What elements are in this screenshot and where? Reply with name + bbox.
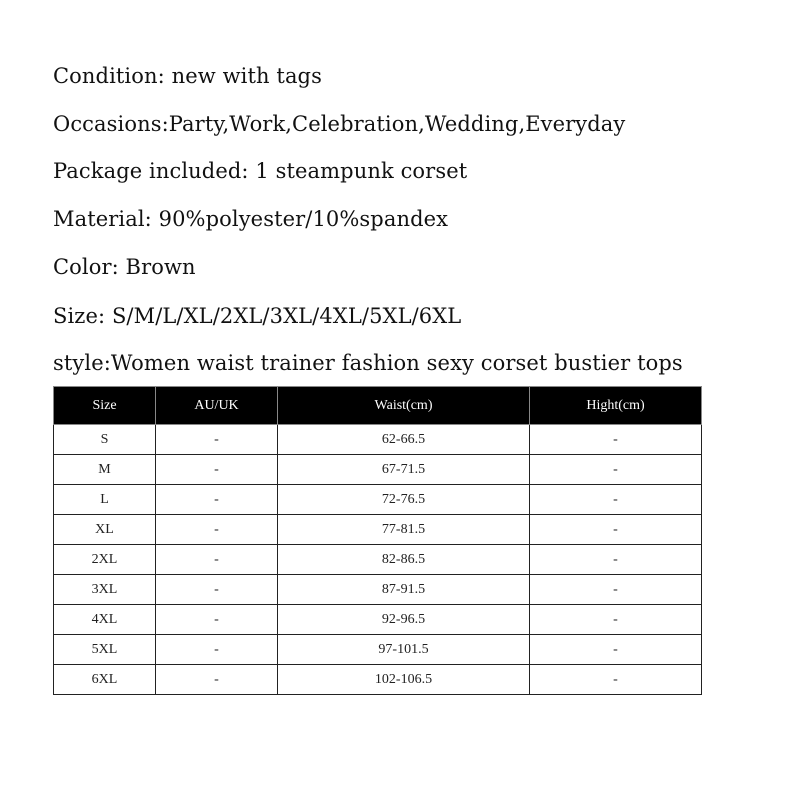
waist-cell: 82-86.5: [278, 545, 530, 575]
size-cell: XL: [54, 515, 156, 545]
waist-cell: 97-101.5: [278, 635, 530, 665]
au-uk-cell: -: [156, 455, 278, 485]
style-line: style:Women waist trainer fashion sexy corset bustier tops: [53, 351, 683, 375]
waist-cell: 62-66.5: [278, 425, 530, 455]
size-cell: L: [54, 485, 156, 515]
waist-cell: 67-71.5: [278, 455, 530, 485]
size-cell: M: [54, 455, 156, 485]
au-uk-cell: -: [156, 515, 278, 545]
table-row: [54, 515, 702, 545]
table-row: [54, 635, 702, 665]
au-uk-cell: -: [156, 575, 278, 605]
au-uk-cell: -: [156, 635, 278, 665]
package-line: Package included: 1 steampunk corset: [53, 159, 468, 183]
hight-cell: -: [530, 575, 702, 605]
au-uk-cell: -: [156, 665, 278, 695]
hight-cell: -: [530, 455, 702, 485]
header-hight: Hight(cm): [530, 387, 702, 425]
au-uk-cell: -: [156, 605, 278, 635]
au-uk-cell: -: [156, 545, 278, 575]
waist-cell: 72-76.5: [278, 485, 530, 515]
size-chart-table: [53, 386, 702, 695]
condition-line: Condition: new with tags: [53, 64, 322, 88]
size-cell: 2XL: [54, 545, 156, 575]
occasions-line: Occasions:Party,Work,Celebration,Wedding,Everyday: [53, 112, 626, 136]
size-line: Size: S/M/L/XL/2XL/3XL/4XL/5XL/6XL: [53, 304, 462, 328]
hight-cell: -: [530, 515, 702, 545]
au-uk-cell: -: [156, 485, 278, 515]
size-cell: 6XL: [54, 665, 156, 695]
hight-cell: -: [530, 605, 702, 635]
material-line: Material: 90%polyester/10%spandex: [53, 207, 449, 231]
header-size: Size: [54, 387, 156, 425]
table-row: [54, 455, 702, 485]
size-cell: 5XL: [54, 635, 156, 665]
table-header-row: [54, 387, 702, 425]
waist-cell: 92-96.5: [278, 605, 530, 635]
hight-cell: -: [530, 545, 702, 575]
hight-cell: -: [530, 485, 702, 515]
table-row: [54, 605, 702, 635]
hight-cell: -: [530, 425, 702, 455]
table-row: [54, 575, 702, 605]
waist-cell: 87-91.5: [278, 575, 530, 605]
table-row: [54, 425, 702, 455]
waist-cell: 102-106.5: [278, 665, 530, 695]
hight-cell: -: [530, 635, 702, 665]
table-row: [54, 665, 702, 695]
size-cell: S: [54, 425, 156, 455]
table-row: [54, 485, 702, 515]
au-uk-cell: -: [156, 425, 278, 455]
size-cell: 4XL: [54, 605, 156, 635]
waist-cell: 77-81.5: [278, 515, 530, 545]
header-waist: Waist(cm): [278, 387, 530, 425]
color-line: Color: Brown: [53, 255, 196, 279]
table-row: [54, 545, 702, 575]
size-cell: 3XL: [54, 575, 156, 605]
hight-cell: -: [530, 665, 702, 695]
header-au-uk: AU/UK: [156, 387, 278, 425]
